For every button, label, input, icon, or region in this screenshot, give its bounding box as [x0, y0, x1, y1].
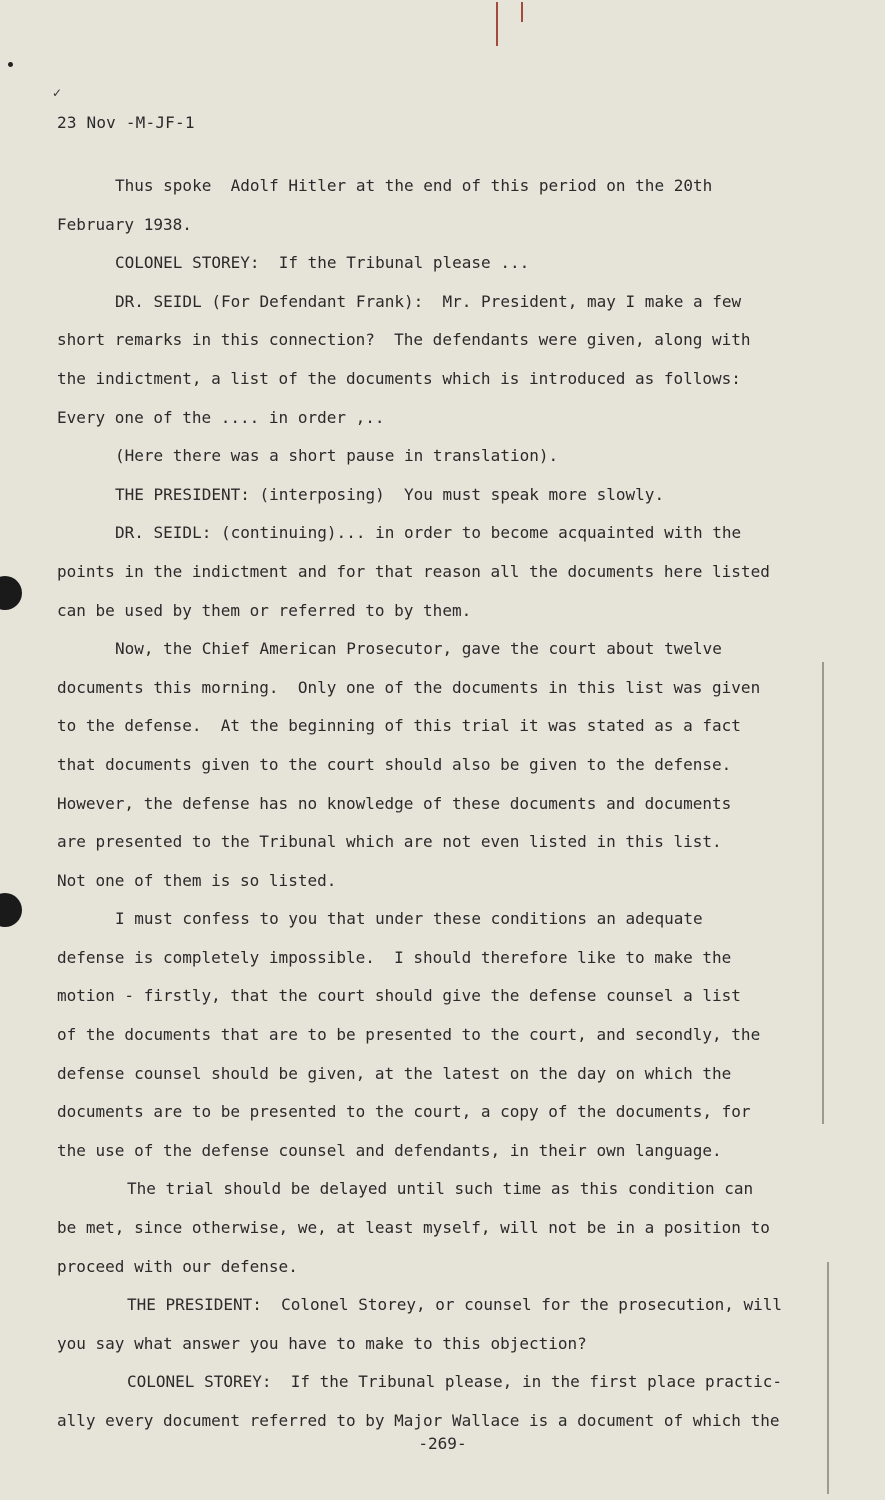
transcript-line: you say what answer you have to make to this objection?	[57, 1333, 587, 1353]
transcript-line: However, the defense has no knowledge of these documents and documents	[57, 793, 732, 813]
transcript-line: be met, since otherwise, we, at least myself, will not be in a position to	[57, 1218, 770, 1238]
transcript-line: motion - firstly, that the court should give the defense counsel a list	[57, 986, 741, 1006]
transcript-line: short remarks in this connection? The defendants were given, along with	[57, 330, 751, 350]
transcript-line: points in the indictment and for that reason all the documents here listed	[57, 561, 770, 581]
transcript-line: February 1938.	[57, 214, 192, 234]
transcript-line: The trial should be delayed until such time as this condition can	[127, 1179, 754, 1199]
page-number: -269-	[418, 1434, 467, 1453]
transcript-line: I must confess to you that under these conditions an adequate	[115, 909, 703, 929]
check-mark-icon: ✓	[52, 86, 63, 100]
transcript-line: documents this morning. Only one of the documents in this list was given	[57, 677, 761, 697]
transcript-line: are presented to the Tribunal which are not even listed in this list.	[57, 832, 722, 852]
transcript-line: that documents given to the court should also be given to the defense.	[57, 754, 732, 774]
transcript-line: Not one of them is so listed.	[57, 870, 337, 890]
transcript-line: can be used by them or referred to by them.	[57, 600, 472, 620]
transcript-line: proceed with our defense.	[57, 1256, 298, 1276]
document-reference: 23 Nov -M-JF-1	[57, 113, 195, 132]
transcript-line: Thus spoke Adolf Hitler at the end of this period on the 20th	[115, 176, 713, 195]
transcript-line: documents are to be presented to the court, a copy of the documents, for	[57, 1102, 751, 1122]
margin-line	[822, 662, 824, 1124]
transcript-line: THE PRESIDENT: (interposing) You must speak more slowly.	[115, 484, 665, 504]
transcript-line: defense is completely impossible. I should therefore like to make the	[57, 947, 732, 967]
top-edge-mark	[521, 2, 523, 22]
transcript-line: of the documents that are to be presented to the court, and secondly, the	[57, 1025, 761, 1045]
transcript-line: DR. SEIDL: (continuing)... in order to become acquainted with the	[115, 523, 742, 543]
transcript-line: COLONEL STOREY: If the Tribunal please, in the first place practic-	[127, 1372, 783, 1392]
margin-dot	[8, 62, 13, 67]
transcript-line: the indictment, a list of the documents which is introduced as follows:	[57, 368, 741, 388]
transcript-line: DR. SEIDL (For Defendant Frank): Mr. President, may I make a few	[115, 291, 742, 311]
margin-line	[827, 1262, 829, 1494]
punch-hole	[0, 893, 22, 927]
transcript-body	[57, 167, 817, 1441]
transcript-line: COLONEL STOREY: If the Tribunal please ...	[115, 253, 530, 273]
transcript-line: to the defense. At the beginning of this trial it was stated as a fact	[57, 716, 741, 736]
transcript-line: the use of the defense counsel and defendants, in their own language.	[57, 1140, 722, 1160]
top-edge-mark	[496, 2, 498, 46]
punch-hole	[0, 576, 22, 610]
transcript-line: Every one of the .... in order ,..	[57, 407, 385, 427]
transcript-line: THE PRESIDENT: Colonel Storey, or counsel for the prosecution, will	[127, 1295, 783, 1315]
transcript-line: ally every document referred to by Major Wallace is a document of which the	[57, 1411, 780, 1430]
transcript-line: defense counsel should be given, at the latest on the day on which the	[57, 1063, 732, 1083]
transcript-line: (Here there was a short pause in translation).	[115, 446, 559, 466]
transcript-line: Now, the Chief American Prosecutor, gave the court about twelve	[115, 639, 722, 659]
